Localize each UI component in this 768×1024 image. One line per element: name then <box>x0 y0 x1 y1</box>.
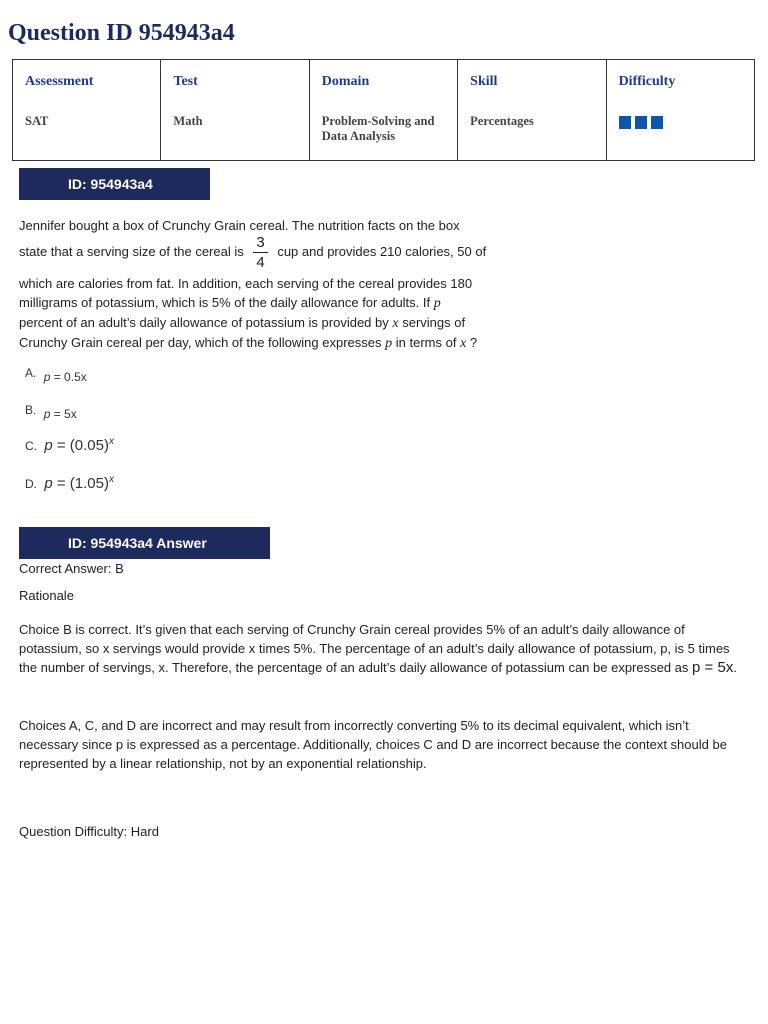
choice-expression: $p = (0.05)^x$ <box>44 436 114 454</box>
question-difficulty: Question Difficulty: Hard <box>19 824 159 839</box>
choice-letter: A. <box>25 366 37 380</box>
meta-header-assessment: Assessment <box>25 74 94 89</box>
difficulty-bar <box>635 116 647 129</box>
choice-expression: p = 0.5x <box>43 370 87 384</box>
difficulty-bar <box>619 116 631 129</box>
choice-b[interactable] <box>25 403 77 421</box>
choice-c[interactable] <box>25 436 114 454</box>
correct-answer: Correct Answer: B <box>19 561 124 576</box>
meta-value-assessment: SAT <box>25 114 49 128</box>
stem-line: Jennifer bought a box of Crunchy Grain cereal. The nutrition facts on the box <box>19 218 460 233</box>
choice-letter: D. <box>25 477 37 491</box>
meta-value-test: Math <box>173 114 203 128</box>
page-title: Question ID 954943a4 <box>8 20 235 46</box>
answer-id-banner: ID: 954943a4 Answer <box>19 527 270 559</box>
difficulty-indicator <box>619 116 742 129</box>
question-id-banner: ID: 954943a4 <box>19 168 210 200</box>
stem-line: Crunchy Grain cereal per day, which of the following expresses p in terms of x ? <box>19 335 478 351</box>
difficulty-bar <box>651 116 663 129</box>
choice-d[interactable] <box>25 474 114 492</box>
choice-a[interactable] <box>25 366 87 384</box>
fraction-three-quarters: $\frac{3}{4}$ <box>253 233 267 272</box>
meta-cell-test <box>161 60 309 161</box>
stem-line: state that a serving size of the cereal is $\frac{3}{4}$ cup and provides 210 calories, 50 of <box>19 234 487 271</box>
meta-cell-skill <box>458 60 606 161</box>
choice-expression: p = 5x <box>43 407 77 421</box>
stem-line: milligrams of potassium, which is 5% of the daily allowance for adults. If p <box>19 295 441 311</box>
meta-value-skill: Percentages <box>470 114 534 128</box>
meta-cell-assessment <box>13 60 161 161</box>
stem-line: percent of an adult’s daily allowance of potassium is provided by x servings of <box>19 315 466 331</box>
rationale-label: Rationale <box>19 588 74 603</box>
meta-header-difficulty: Difficulty <box>618 74 676 89</box>
choice-letter: C. <box>25 439 37 453</box>
meta-header-skill: Skill <box>470 74 498 89</box>
rationale-paragraph: Choices A, C, and D are incorrect and may result from incorrectly converting 5% to its decimal equivalent, which isn’t necessary since p is expressed as a percentage. Additionally, choices C and D are incorrect because the context should be represented by a linear relationship, not by an exponential relationship. <box>19 718 727 771</box>
choice-expression: $p = (1.05)^x$ <box>44 474 114 492</box>
meta-header-domain: Domain <box>321 74 370 89</box>
rationale-paragraph: Choice B is correct. It’s given that each serving of Crunchy Grain cereal provides 5% of an adult’s daily allowance of potassium, so x servings would provide x times 5%. The percentage of an adult’s daily allowance of potassium, p, is 5 times the number of servings, x. Therefore, the percentage of an adult’s daily allowance of potassium can be expressed as p = 5x. <box>19 622 737 676</box>
meta-cell-domain <box>309 60 457 161</box>
meta-value-domain: Problem-Solving and Data Analysis <box>321 114 435 143</box>
rationale-equation: p = 5x <box>692 659 734 676</box>
stem-line: which are calories from fat. In addition, each serving of the cereal provides 180 <box>19 276 473 291</box>
meta-cell-difficulty <box>606 60 754 161</box>
meta-header-test: Test <box>173 74 198 89</box>
choice-letter: B. <box>25 403 37 417</box>
question-meta-table <box>12 59 755 161</box>
question-stem <box>19 216 509 353</box>
